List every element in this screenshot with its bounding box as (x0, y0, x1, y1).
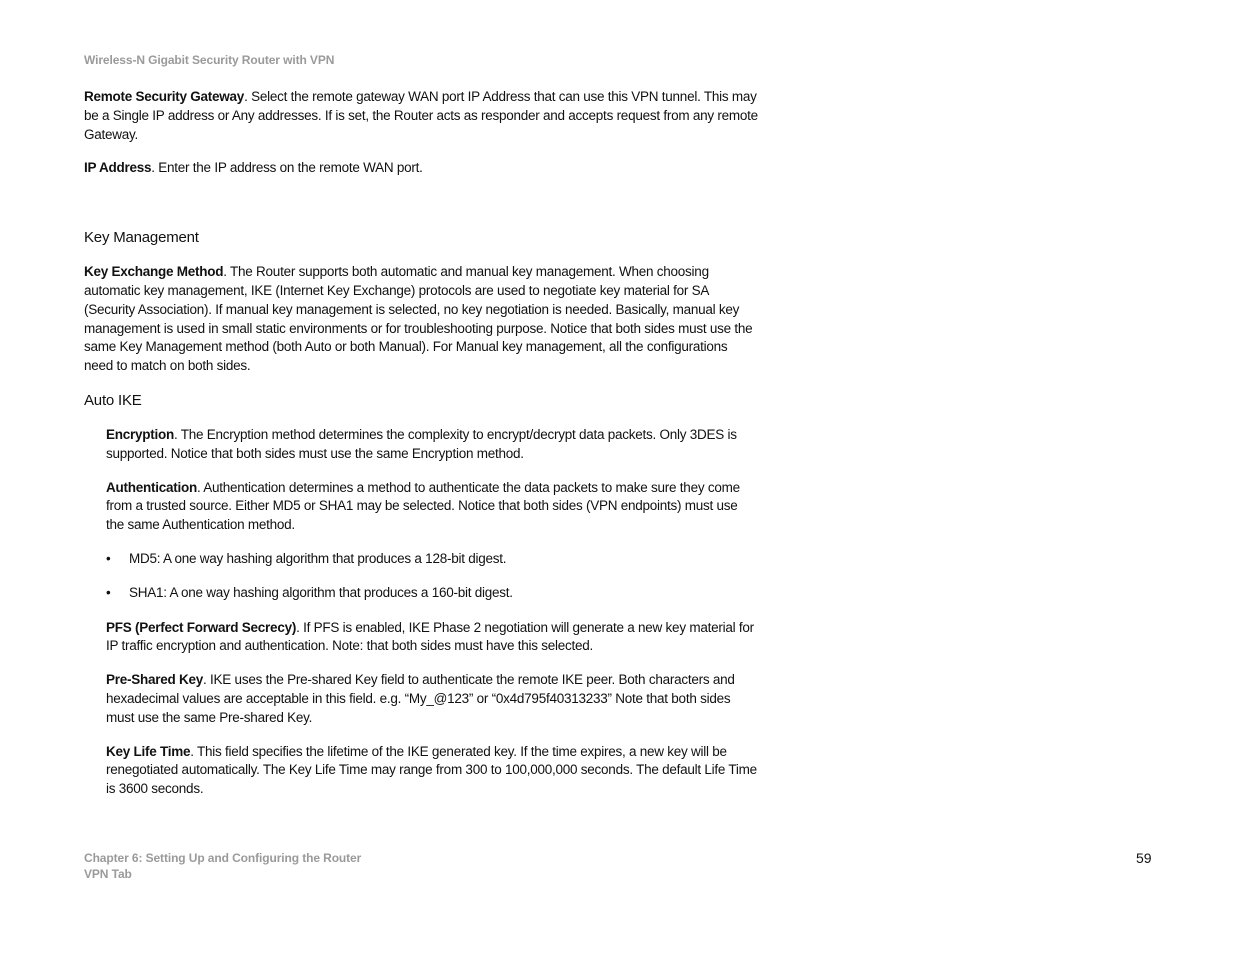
remote-security-gateway-paragraph (84, 88, 758, 144)
term-remote-security-gateway: Remote Security Gateway (84, 89, 245, 104)
authentication-text: . Authentication determines a method to authenticate the data packets to make sure they come from a trusted source. Either MD5 or SHA1 may be selected. Notice that both sides (VPN endpoints) must use the same Authentication method. (106, 479, 740, 533)
pre-shared-key-text: . IKE uses the Pre-shared Key field to authenticate the remote IKE peer. Both characters and hexadecimal values are acceptable in this field. e.g. “My_@123” or “0x4d795f40313233” Note that both sides must use the same Pre-shared Key. (106, 672, 735, 725)
pfs-text: . If PFS is enabled, IKE Phase 2 negotiation will generate a new key material for IP traffic encryption and authentication. Note: that both sides must have this selected. (106, 619, 754, 654)
encryption-text: . The Encryption method determines the complexity to encrypt/decrypt data packets. Only 3DES is supported. Notice that both sides must use the same Encryption method. (106, 426, 737, 461)
ip-address-paragraph (84, 159, 758, 178)
term-authentication: Authentication (106, 479, 197, 495)
pfs-paragraph (106, 619, 758, 657)
encryption-paragraph (106, 426, 758, 464)
authentication-paragraph (106, 479, 758, 535)
term-key-life-time: Key Life Time (106, 743, 191, 759)
term-pre-shared-key: Pre-Shared Key (106, 672, 204, 688)
pre-shared-key-paragraph (106, 671, 758, 727)
remote-security-gateway-text: . Select the remote gateway WAN port IP Address that can use this VPN tunnel. This may be a Single IP address or Any addresses. If is set, the Router acts as responder and accepts request from any remote Gateway. (84, 89, 758, 142)
page-body (84, 88, 758, 799)
bullet-md5-text: MD5: A one way hashing algorithm that produces a 128-bit digest. (129, 550, 507, 566)
term-pfs: PFS (Perfect Forward Secrecy) (106, 619, 297, 635)
term-ip-address: IP Address (84, 160, 152, 176)
bullet-sha1 (106, 584, 758, 603)
key-life-time-text: . This field specifies the lifetime of the IKE generated key. If the time expires, a new key will be renegotiated automatically. The Key Life Time may range from 300 to 100,000,000 seconds. The default Life Time is 3600 seconds. (106, 743, 757, 797)
bullet-marker: • (106, 550, 111, 566)
key-exchange-text: . The Router supports both automatic and manual key management. When choosing automatic key management, IKE (Internet Key Exchange) protocols are used to negotiate key material for SA (Security Association). If manual key management is selected, no key negotiation is needed. Basically, manual key management is used in small static environments or for troubleshooting purpose. Notice that both sides must use the same Key Management method (both Auto or both Manual). For Manual key management, all the configurations need to match on both sides. (84, 264, 753, 374)
key-life-time-paragraph (106, 743, 758, 799)
bullet-md5 (106, 550, 758, 569)
auto-ike-heading: Auto IKE (84, 391, 142, 409)
bullet-sha1-text: SHA1: A one way hashing algorithm that produces a 160-bit digest. (129, 584, 513, 600)
footer-chapter-info (84, 850, 361, 882)
footer-chapter: Chapter 6: Setting Up and Configuring the Router (84, 851, 362, 865)
term-key-exchange-method: Key Exchange Method (84, 264, 224, 280)
term-encryption: Encryption (106, 426, 175, 442)
footer-section: VPN Tab (84, 867, 132, 881)
bullet-marker: • (106, 584, 111, 600)
key-exchange-paragraph (84, 263, 758, 376)
page-number: 59 (1136, 850, 1152, 866)
ip-address-text: . Enter the IP address on the remote WAN port. (151, 160, 423, 176)
running-header: Wireless-N Gigabit Security Router with VPN (84, 53, 335, 67)
key-management-heading: Key Management (84, 229, 199, 247)
